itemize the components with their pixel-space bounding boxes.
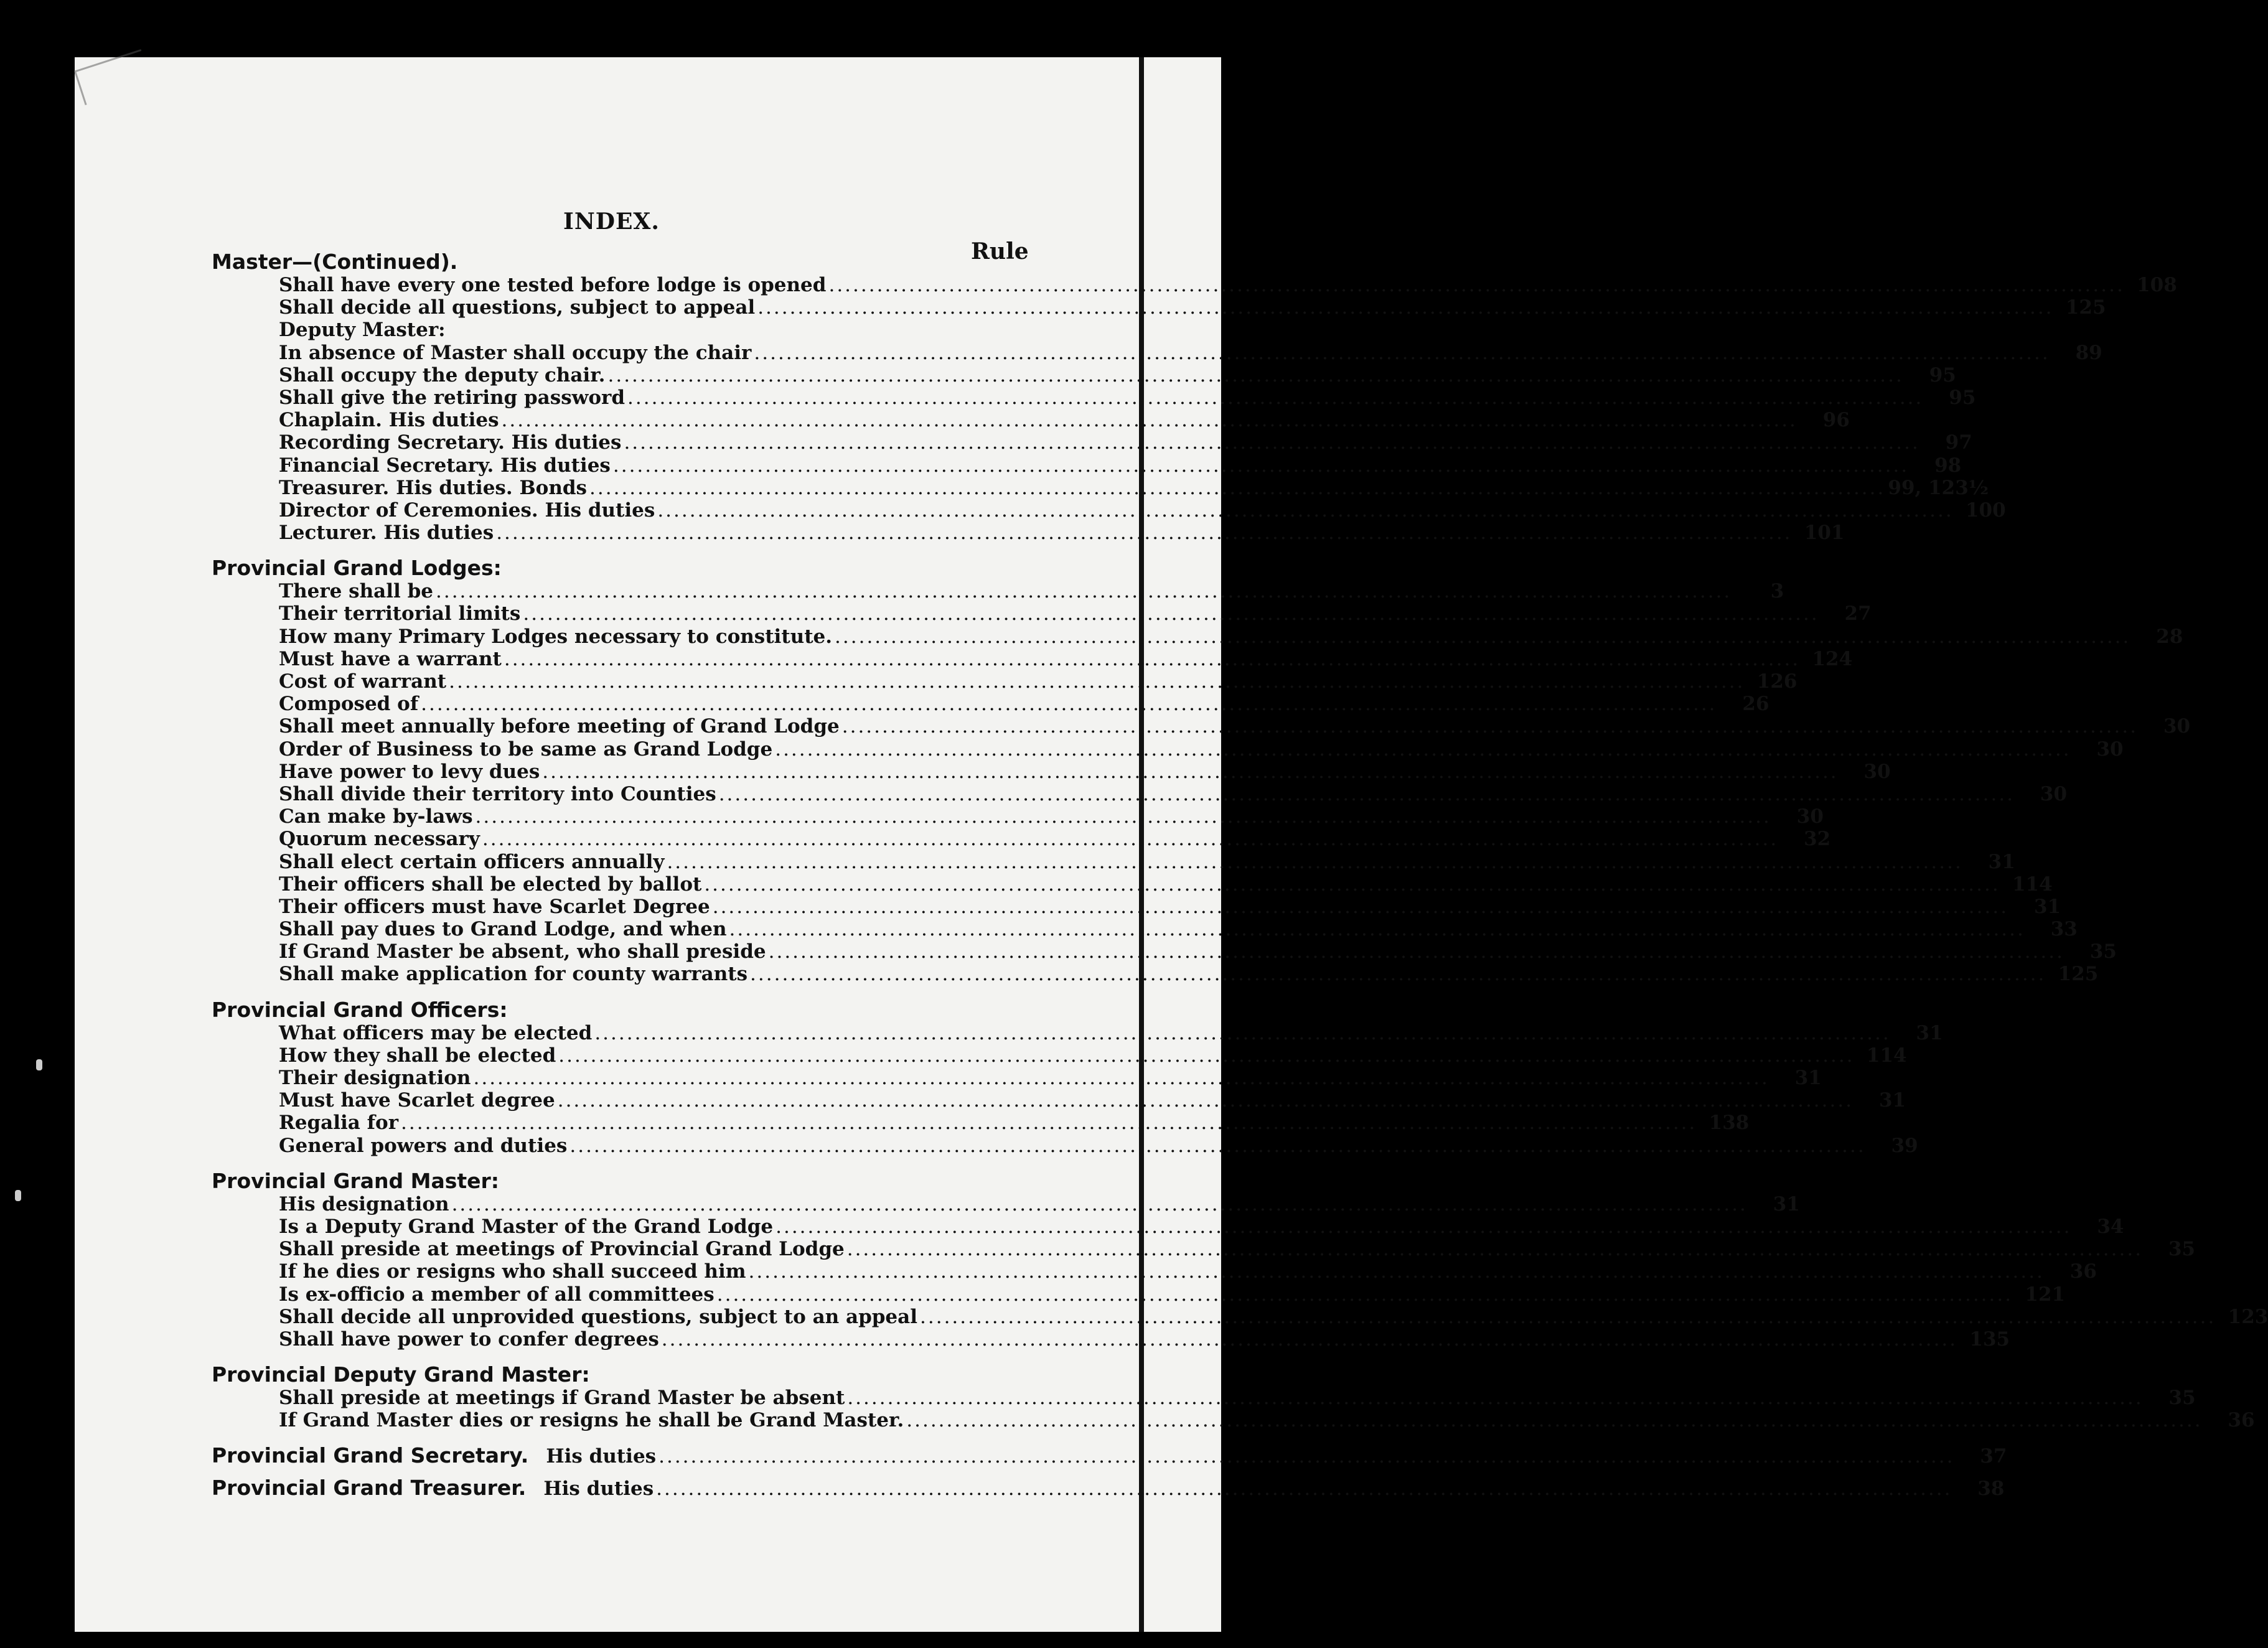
- dot-leader: ..................................................................................................................................................................: [589, 476, 1886, 499]
- index-entry: [279, 522, 1845, 545]
- rule-number: 125: [2058, 963, 2099, 986]
- dot-leader: ..................................................................................................................................................................: [624, 431, 1920, 454]
- rule-number: 125: [2065, 296, 2106, 319]
- entry-text: Shall elect certain officers annually: [279, 850, 665, 873]
- dot-leader: ..................................................................................................................................................................: [627, 386, 1924, 409]
- index-entry: [279, 386, 1976, 409]
- rule-number: 121: [2025, 1283, 2066, 1306]
- index-entry: [279, 1021, 1943, 1044]
- entry-text: Have power to levy dues: [279, 760, 540, 783]
- entry-text: Composed of: [279, 693, 419, 716]
- rule-number: 30: [2096, 737, 2124, 761]
- dot-leader: ..................................................................................................................................................................: [757, 296, 2054, 319]
- dot-leader: ..................................................................................................................................................................: [421, 693, 1717, 716]
- dot-leader: ..................................................................................................................................................................: [607, 363, 1904, 386]
- rule-number: 123: [2228, 1305, 2268, 1328]
- rule-number: 97: [1945, 431, 1972, 454]
- entry-text: Deputy Master:: [279, 319, 446, 342]
- section-heading: Provincial Grand Treasurer.: [212, 1476, 527, 1501]
- entry-text: Shall decide all unprovided questions, subject to an appeal: [279, 1305, 918, 1328]
- index-content: [212, 250, 2268, 1509]
- dot-leader: ..................................................................................................................................................................: [449, 670, 1745, 693]
- dot-leader: ..................................................................................................................................................................: [776, 1215, 2072, 1238]
- dot-leader: ..................................................................................................................................................................: [451, 1192, 1748, 1215]
- rule-number: 30: [2040, 782, 2068, 805]
- entry-text: Their officers shall be elected by ballot: [279, 873, 702, 896]
- entry-text: If Grand Master dies or resigns he shall be Grand Master.: [279, 1409, 904, 1432]
- entry-text: Shall occupy the deputy chair.: [279, 363, 606, 386]
- rule-number: 3: [1770, 580, 1784, 603]
- index-entry: [279, 693, 1769, 716]
- entry-text: Their territorial limits: [279, 602, 521, 625]
- dot-leader: ..................................................................................................................................................................: [657, 499, 1954, 522]
- entry-text: Director of Ceremonies. His duties: [279, 499, 655, 522]
- index-entry: [279, 431, 1972, 454]
- rule-number: 135: [1969, 1327, 2010, 1351]
- index-entry: [279, 580, 1784, 603]
- dot-leader: ..................................................................................................................................................................: [768, 940, 2064, 963]
- rule-number: 98: [1934, 454, 1962, 477]
- dot-leader: ..................................................................................................................................................................: [569, 1134, 1866, 1157]
- dot-leader: ..................................................................................................................................................................: [523, 602, 1819, 625]
- index-entry: [279, 895, 2061, 918]
- rule-number: 34: [2097, 1215, 2124, 1238]
- index-entry: [279, 1409, 2255, 1432]
- index-entry: [279, 1044, 1907, 1067]
- entry-text: Can make by-laws: [279, 805, 473, 828]
- dot-leader: ..................................................................................................................................................................: [667, 850, 1963, 873]
- entry-text: Treasurer. His duties. Bonds: [279, 476, 588, 499]
- entry-text: His duties: [543, 1477, 654, 1501]
- rule-number: 30: [1796, 805, 1824, 828]
- entry-text: Shall give the retiring password: [279, 386, 626, 409]
- dot-leader: ..................................................................................................................................................................: [906, 1409, 2203, 1432]
- index-section-provincial-deputy-grand-master: [212, 1362, 2255, 1432]
- dot-leader: ..................................................................................................................................................................: [712, 895, 2009, 918]
- entry-text: Regalia for: [279, 1112, 399, 1135]
- dot-leader: ..................................................................................................................................................................: [716, 1283, 2013, 1306]
- rule-number: 96: [1822, 409, 1850, 432]
- index-entry: [279, 296, 2106, 319]
- entry-text: Shall preside at meetings of Provincial Grand Lodge: [279, 1238, 845, 1261]
- entry-text: Cost of warrant: [279, 670, 447, 693]
- dot-leader: ..................................................................................................................................................................: [841, 715, 2139, 738]
- index-entry: [279, 1238, 2196, 1261]
- index-entry: [279, 454, 1962, 477]
- index-entry: [279, 782, 2068, 805]
- index-entry: [279, 647, 1853, 670]
- rule-number: 35: [2168, 1387, 2196, 1410]
- rule-number: 100: [1965, 499, 2006, 522]
- index-entry: [279, 918, 2078, 941]
- index-entry: [279, 1192, 1800, 1215]
- index-entry: [279, 760, 1891, 783]
- section-heading: Provincial Grand Lodges:: [212, 556, 502, 581]
- entry-text: If Grand Master be absent, who shall preside: [279, 940, 766, 963]
- dot-leader: ..................................................................................................................................................................: [558, 1044, 1855, 1067]
- index-entry: [279, 805, 1824, 828]
- rule-number: 114: [1866, 1044, 1907, 1067]
- rule-number: 30: [2163, 715, 2191, 738]
- entry-text: What officers may be elected: [279, 1021, 593, 1044]
- rule-number: 95: [1949, 386, 1976, 409]
- entry-text: Order of Business to be same as Grand Lodge: [279, 737, 773, 761]
- index-entry: [279, 1260, 2097, 1283]
- entry-text: If he dies or resigns who shall succeed him: [279, 1260, 746, 1283]
- index-entry: [279, 940, 2117, 963]
- entry-text: Quorum necessary: [279, 828, 480, 851]
- entry-text: Their designation: [279, 1067, 471, 1089]
- dot-leader: ..................................................................................................................................................................: [557, 1089, 1854, 1112]
- section-heading: Provincial Grand Officers:: [212, 997, 508, 1022]
- dot-leader: ..................................................................................................................................................................: [828, 274, 2125, 296]
- entry-text: Shall pay dues to Grand Lodge, and when: [279, 918, 727, 941]
- index-entry: [279, 1215, 2124, 1238]
- entry-text: How many Primary Lodges necessary to constitute.: [279, 625, 833, 648]
- index-entry: [279, 1387, 2196, 1410]
- index-entry: [279, 1112, 1750, 1135]
- index-section-provincial-grand-officers: [212, 997, 1943, 1157]
- index-entry: [279, 737, 2124, 761]
- index-entry: [279, 1283, 2066, 1306]
- entry-text: His duties: [546, 1445, 657, 1468]
- dot-leader: ..................................................................................................................................................................: [475, 805, 1771, 828]
- margin-mark: [36, 1059, 42, 1070]
- index-entry: [279, 409, 1850, 432]
- index-section-provincial-grand-master: [212, 1168, 2268, 1351]
- index-entry: [279, 602, 1872, 625]
- entry-text: Recording Secretary. His duties: [279, 431, 622, 454]
- entry-text: Is ex-officio a member of all committees: [279, 1283, 715, 1306]
- entry-text: General powers and duties: [279, 1134, 568, 1157]
- rule-number: 33: [2050, 918, 2078, 941]
- entry-text: Is a Deputy Grand Master of the Grand Lodge: [279, 1215, 774, 1238]
- dot-leader: ..................................................................................................................................................................: [401, 1112, 1697, 1135]
- rule-number: 31: [1878, 1089, 1906, 1112]
- margin-mark: [15, 1190, 21, 1201]
- entry-text: His designation: [279, 1192, 449, 1215]
- dot-leader: ..................................................................................................................................................................: [504, 647, 1801, 670]
- entry-text: In absence of Master shall occupy the chair: [279, 341, 752, 364]
- dot-leader: ..................................................................................................................................................................: [496, 522, 1792, 545]
- section-heading: Provincial Grand Secretary.: [212, 1443, 529, 1468]
- index-section-provincial-grand-lodges: [212, 556, 2191, 986]
- rule-number: 28: [2156, 625, 2183, 648]
- index-entry: [279, 319, 1046, 341]
- dot-leader: ..................................................................................................................................................................: [835, 625, 2131, 648]
- index-section-master-continued: [212, 250, 2177, 545]
- index-entry-provincial-grand-treasurer: [212, 1476, 2005, 1501]
- entry-text: Chaplain. His duties: [279, 409, 499, 432]
- rule-number: 124: [1812, 647, 1853, 670]
- dot-leader: ..................................................................................................................................................................: [473, 1067, 1769, 1089]
- rule-number: 31: [1773, 1192, 1800, 1215]
- dot-leader: ..................................................................................................................................................................: [436, 580, 1732, 603]
- section-heading: Provincial Grand Master:: [212, 1168, 499, 1193]
- rule-number: 126: [1756, 670, 1797, 693]
- rule-number: 26: [1742, 693, 1769, 716]
- dot-leader: ..................................................................................................................................................................: [750, 963, 2046, 986]
- index-entry: [279, 476, 1989, 499]
- rule-number: 31: [1916, 1021, 1943, 1044]
- index-entry: [279, 1089, 1906, 1112]
- index-entry: [279, 1327, 2010, 1351]
- rule-number: 36: [2228, 1409, 2255, 1432]
- entry-text: There shall be: [279, 580, 433, 603]
- dot-leader: ..................................................................................................................................................................: [594, 1021, 1891, 1044]
- dot-leader: ..................................................................................................................................................................: [775, 737, 2071, 761]
- rule-number: 108: [2137, 274, 2177, 296]
- dot-leader: ..................................................................................................................................................................: [482, 828, 1779, 851]
- rule-number: 39: [1891, 1134, 1918, 1157]
- rule-number: 27: [1844, 602, 1872, 625]
- index-entry: [279, 1067, 1822, 1089]
- rule-number: 31: [1988, 850, 2015, 873]
- dot-leader: ..................................................................................................................................................................: [718, 782, 2015, 805]
- entry-text: Shall have every one tested before lodge is opened: [279, 274, 827, 296]
- index-entry: [279, 963, 2099, 986]
- dot-leader: ..................................................................................................................................................................: [501, 409, 1797, 432]
- dot-leader: ..................................................................................................................................................................: [658, 1445, 1955, 1468]
- dot-leader: ..................................................................................................................................................................: [704, 873, 2000, 896]
- rule-number: 99, 123½: [1888, 476, 1989, 499]
- index-entry-provincial-grand-secretary: [212, 1443, 2007, 1468]
- index-entry: [279, 873, 2053, 896]
- entry-text: Financial Secretary. His duties: [279, 454, 611, 477]
- index-entry: [279, 499, 2006, 522]
- entry-text: Must have Scarlet degree: [279, 1089, 555, 1112]
- entry-text: How they shall be elected: [279, 1044, 556, 1067]
- entry-text: Shall make application for county warrants: [279, 963, 748, 986]
- dot-leader: ..................................................................................................................................................................: [847, 1387, 2144, 1410]
- rule-number: 114: [2012, 873, 2053, 896]
- rule-number: 37: [1980, 1445, 2007, 1468]
- dot-leader: ..................................................................................................................................................................: [656, 1477, 1952, 1501]
- dot-leader: ..................................................................................................................................................................: [542, 760, 1839, 783]
- rule-number: 95: [1929, 363, 1956, 386]
- rule-number: 32: [1804, 828, 1831, 851]
- section-heading: Provincial Deputy Grand Master:: [212, 1362, 590, 1387]
- page-title: INDEX.: [563, 208, 660, 235]
- index-entry: [279, 625, 2183, 648]
- dot-leader: ..................................................................................................................................................................: [846, 1238, 2144, 1261]
- rule-number: 35: [2089, 940, 2117, 963]
- entry-text: Shall meet annually before meeting of Grand Lodge: [279, 715, 840, 738]
- section-heading: Master—(Continued).: [212, 250, 458, 274]
- rule-number: 138: [1708, 1112, 1750, 1135]
- entry-text: Must have a warrant: [279, 647, 502, 670]
- entry-text: Shall decide all questions, subject to appeal: [279, 296, 756, 319]
- dot-leader: ..................................................................................................................................................................: [612, 454, 1910, 477]
- index-entry: [279, 1134, 1918, 1157]
- rule-number: 35: [2168, 1238, 2196, 1261]
- index-entry: [279, 341, 2102, 364]
- rule-number: 38: [1977, 1477, 2005, 1501]
- rule-number: 30: [1863, 760, 1891, 783]
- dot-leader: ..................................................................................................................................................................: [920, 1305, 2216, 1328]
- entry-text: Lecturer. His duties: [279, 522, 494, 545]
- index-entry: [279, 670, 1797, 693]
- index-entry: [279, 850, 2015, 873]
- index-entry: [279, 1305, 2268, 1328]
- index-entry: [279, 274, 2177, 296]
- rule-number: 31: [2033, 895, 2061, 918]
- entry-text: Shall have power to confer degrees: [279, 1327, 659, 1351]
- dot-leader: ..................................................................................................................................................................: [754, 341, 2050, 364]
- rule-number: 101: [1804, 522, 1845, 545]
- dot-leader: ..................................................................................................................................................................: [748, 1260, 2045, 1283]
- dot-leader: ..................................................................................................................................................................: [661, 1327, 1958, 1351]
- entry-text: Their officers must have Scarlet Degree: [279, 895, 710, 918]
- index-entry: [279, 715, 2191, 738]
- index-entry: [279, 828, 1831, 851]
- rule-number: 31: [1794, 1067, 1822, 1089]
- dot-leader: ..................................................................................................................................................................: [729, 918, 2025, 941]
- rule-number: 36: [2069, 1260, 2097, 1283]
- entry-text: Shall divide their territory into Counties: [279, 782, 716, 805]
- rule-column-header: Rule: [971, 238, 1029, 265]
- rule-number: 89: [2075, 341, 2102, 364]
- entry-text: Shall preside at meetings if Grand Master be absent: [279, 1387, 845, 1410]
- index-entry: [279, 363, 1956, 386]
